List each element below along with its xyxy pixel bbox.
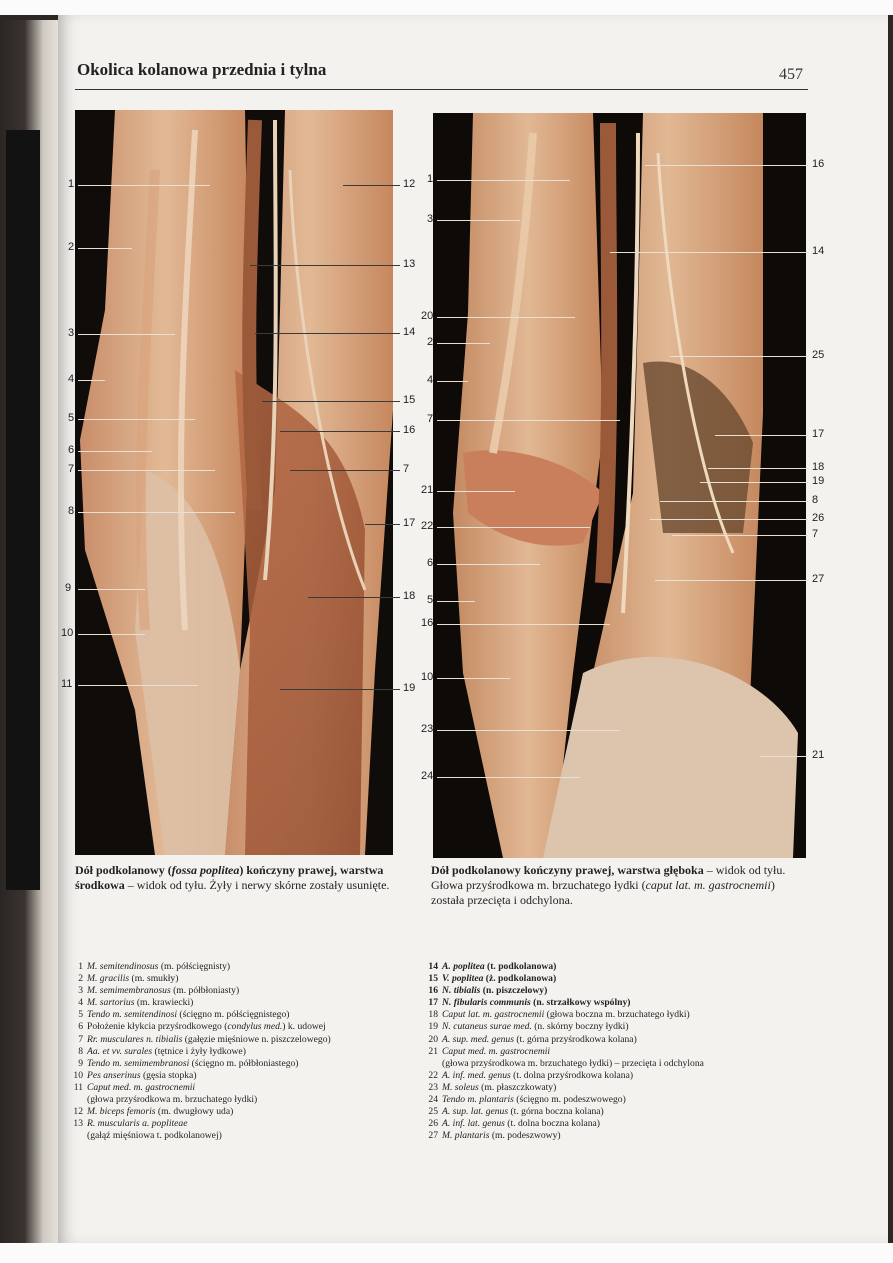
caption-right-bold: Dół podkolanowy kończyny prawej, warstwa głęboka — [431, 863, 704, 877]
legend-item-latin: Caput lat. m. gastrocnemii — [442, 1009, 545, 1021]
legend-item-number: 7 — [78, 1033, 83, 1045]
legend-item-polish: (m. krawiecki) — [134, 997, 194, 1009]
figure-label-number: 4 — [427, 374, 434, 386]
legend-item-number: 3 — [78, 985, 83, 997]
figure-leader-line — [78, 685, 198, 686]
figure-leader-line — [437, 678, 510, 679]
legend-item-polish: (głowa przyśrodkowa m. brzuchatego łydki) — [87, 1094, 258, 1106]
figure-leader-line — [437, 730, 620, 731]
figure-leader-line — [437, 220, 520, 221]
legend-item-latin: M. sartorius — [87, 997, 135, 1009]
figure-leader-line — [672, 535, 808, 536]
caption-left-rest: – widok od tyłu. Żyły i nerwy skórne zostały usunięte. — [124, 878, 390, 892]
figure-leader-line — [437, 491, 515, 492]
legend-item-polish: (m. dwugłowy uda) — [155, 1106, 234, 1118]
legend-item — [426, 1009, 796, 1021]
book-spine — [0, 20, 62, 1245]
legend-item — [71, 1094, 401, 1106]
figure-label-number: 9 — [65, 582, 72, 594]
legend-item-number: 5 — [78, 1009, 83, 1021]
caption-left-bold-2: ) kończyny prawej, warstwa środkowa — [75, 863, 384, 892]
figure-label-number: 17 — [812, 428, 825, 440]
figure-leader-line — [670, 356, 808, 357]
legend-item-latin: Caput med. m. gastrocnemii — [87, 1081, 196, 1093]
figure-label-number: 22 — [421, 520, 434, 532]
legend-item — [426, 1046, 796, 1058]
legend-item — [71, 1106, 401, 1118]
legend-item-number: 23 — [428, 1081, 438, 1093]
figure-leader-line — [437, 601, 475, 602]
legend-item-number: 16 — [428, 985, 438, 997]
dissection-illustration-right — [433, 113, 806, 858]
figure-label-number: 25 — [812, 349, 825, 361]
legend-item-polish: (n. skórny boczny łydki) — [531, 1021, 629, 1033]
legend-item-polish: (t. dolna przyśrodkowa kolana) — [510, 1069, 634, 1081]
figure-leader-line — [280, 431, 400, 432]
legend-item-latin: A. inf. lat. genus — [442, 1118, 505, 1130]
figure-label-number: 16 — [403, 424, 416, 436]
caption-right-italic: caput lat. m. gastrocnemii — [645, 878, 771, 892]
legend-item — [426, 1106, 796, 1118]
figure-label-number: 5 — [427, 594, 434, 606]
legend-item — [426, 1130, 796, 1142]
figure-label-number: 13 — [403, 258, 416, 270]
legend-item-polish: (m. półścięgnisty) — [158, 961, 231, 972]
figure-label-number: 10 — [61, 627, 74, 639]
legend-item-polish: (t. górna boczna kolana) — [508, 1106, 604, 1118]
legend-item-polish: (m. płaszczkowaty) — [478, 1081, 557, 1093]
figure-label-number: 24 — [421, 770, 434, 782]
figure-label-number: 27 — [812, 573, 825, 585]
legend-item-latin: A. sup. med. genus — [442, 1033, 514, 1045]
figure-leader-line — [280, 689, 400, 690]
legend-item-number: 10 — [73, 1069, 83, 1081]
figure-leader-line — [437, 420, 620, 421]
legend-item-latin: N. tibialis — [442, 985, 481, 997]
legend-item-number: 20 — [428, 1033, 438, 1045]
legend-item-latin: A. poplitea — [442, 961, 485, 972]
legend-item-latin-inline: condylus med. — [227, 1021, 283, 1033]
figure-leader-line — [708, 468, 808, 469]
legend-item-polish: (m. półbłoniasty) — [170, 985, 240, 997]
legend-item-latin: Aa. et vv. surales — [87, 1045, 153, 1057]
legend-item-number: 12 — [73, 1106, 83, 1118]
legend-item-number: 25 — [428, 1106, 438, 1118]
legend-item-number: 26 — [428, 1118, 438, 1130]
figure-leader-line — [645, 165, 808, 166]
figure-leader-line — [78, 634, 145, 635]
figure-label-number: 20 — [421, 310, 434, 322]
figure-label-number: 10 — [421, 671, 434, 683]
legend-item-number: 24 — [428, 1094, 438, 1106]
figure-leader-line — [437, 180, 570, 181]
legend-item-latin: M. semitendinosus — [87, 961, 159, 972]
figure-label-number: 6 — [427, 557, 434, 569]
legend-item — [71, 985, 401, 997]
legend-item-polish: (gęsia stopka) — [140, 1069, 197, 1081]
figure-label-number: 14 — [812, 245, 825, 257]
figure-label-number: 15 — [403, 394, 416, 406]
legend-item — [71, 1070, 401, 1082]
legend-item-polish: (tętnice i żyły łydkowe) — [152, 1045, 246, 1057]
legend-item — [71, 997, 401, 1009]
legend-item-polish: (ż. podkolanowa) — [483, 973, 557, 985]
legend-item-number: 11 — [73, 1081, 83, 1093]
legend-item — [71, 1130, 401, 1142]
figure-label-number: 18 — [403, 590, 416, 602]
legend-item-latin: M. gracilis — [87, 973, 130, 985]
figure-leader-line — [78, 470, 215, 471]
legend-item — [71, 1082, 401, 1094]
caption-right-rest-1: – widok od tyłu. Głowa przyśrodkowa m. brzuchatego łydki ( — [431, 863, 786, 892]
dissection-illustration-left — [75, 110, 393, 855]
figure-leader-line — [655, 580, 808, 581]
legend-item — [71, 1034, 401, 1046]
figure-leader-line — [437, 777, 580, 778]
legend-item-polish: (głowa boczna m. brzuchatego łydki) — [544, 1009, 690, 1021]
legend-item-latin: M. biceps femoris — [87, 1106, 156, 1118]
legend-item-latin: Rr. musculares n. tibialis — [87, 1033, 183, 1045]
legend-item-latin: V. poplitea — [442, 973, 484, 985]
legend-item-polish-tail: ) k. udowej — [282, 1021, 326, 1033]
figure-leader-line — [365, 524, 400, 525]
figure-label-number: 23 — [421, 723, 434, 735]
legend-item-number: 22 — [428, 1069, 438, 1081]
legend-right-column — [426, 961, 796, 1142]
figure-label-number: 21 — [812, 749, 825, 761]
caption-left-italic: fossa poplitea — [171, 863, 240, 877]
figure-label-number: 3 — [427, 213, 434, 225]
legend-item — [426, 997, 796, 1009]
figure-label-number: 5 — [68, 412, 75, 424]
legend-item-polish: (t. podkolanowa) — [484, 961, 557, 972]
legend-item — [71, 1118, 401, 1130]
figure-leader-line — [250, 265, 400, 266]
legend-item-number: 2 — [78, 973, 83, 985]
legend-item-number: 14 — [428, 961, 438, 972]
figure-label-number: 7 — [427, 413, 434, 425]
figure-leader-line — [610, 252, 808, 253]
legend-item-polish: (m. smukły) — [129, 973, 179, 985]
legend-item — [71, 1046, 401, 1058]
page-number: 457 — [779, 66, 803, 83]
figure-label-number: 19 — [403, 682, 416, 694]
legend-item-number: 13 — [73, 1118, 83, 1130]
figure-leader-line — [437, 381, 468, 382]
figure-leader-line — [78, 248, 132, 249]
legend-item — [426, 1070, 796, 1082]
legend-item-polish: (ścięgno m. półbłoniastego) — [189, 1057, 299, 1069]
figure-leader-line — [715, 435, 808, 436]
figure-label-number: 2 — [68, 241, 75, 253]
figure-label-number: 16 — [812, 158, 825, 170]
photo-popliteal-fossa-middle-layer — [75, 110, 393, 855]
legend-item-polish: (gałąź mięśniowa t. podkolanowej) — [87, 1130, 222, 1142]
legend-item — [426, 1021, 796, 1033]
figure-label-number: 6 — [68, 444, 75, 456]
scan-top-margin — [0, 0, 893, 15]
legend-item-latin: M. plantaris — [442, 1130, 490, 1142]
figure-label-number: 16 — [421, 617, 434, 629]
legend-item-latin: R. muscularis a. popliteae — [87, 1118, 188, 1130]
figure-label-number: 7 — [812, 528, 819, 540]
legend-item — [426, 1118, 796, 1130]
figure-label-number: 7 — [403, 463, 410, 475]
legend-item-latin: A. inf. med. genus — [442, 1069, 511, 1081]
legend-item-latin: N. cutaneus surae med. — [442, 1021, 532, 1033]
figure-label-number: 3 — [68, 327, 75, 339]
caption-right — [431, 863, 791, 908]
figure-label-number: 7 — [68, 463, 75, 475]
legend-item-number: 19 — [428, 1021, 438, 1033]
legend-item-number: 15 — [428, 973, 438, 985]
legend-item-polish: (m. podeszwowy) — [489, 1130, 561, 1142]
figure-leader-line — [437, 624, 610, 625]
legend-item-latin: M. semimembranosus — [87, 985, 171, 997]
figure-leader-line — [78, 512, 235, 513]
legend-item — [71, 973, 401, 985]
figure-label-number: 12 — [403, 178, 416, 190]
scan-bottom-margin — [0, 1243, 893, 1263]
legend-item-polish: (n. piszczelowy) — [480, 985, 548, 997]
figure-label-number: 4 — [68, 373, 75, 385]
figure-leader-line — [650, 519, 808, 520]
figure-leader-line — [437, 564, 540, 565]
legend-item-latin: Pes anserinus — [87, 1069, 141, 1081]
legend-item — [426, 985, 796, 997]
figure-label-number: 8 — [68, 505, 75, 517]
legend-item — [426, 1094, 796, 1106]
legend-item-polish: (gałęzie mięśniowe n. piszczelowego) — [182, 1033, 331, 1045]
figure-leader-line — [343, 185, 400, 186]
caption-left — [75, 863, 395, 893]
legend-item-number: 18 — [428, 1009, 438, 1021]
legend-item-number: 4 — [78, 997, 83, 1009]
legend-item — [71, 1009, 401, 1021]
legend-item-polish: (ścięgno m. półścięgnistego) — [177, 1009, 290, 1021]
legend-item-number: 1 — [78, 961, 83, 972]
legend-item-polish: (t. dolna boczna kolana) — [504, 1118, 600, 1130]
legend-item-number: 8 — [78, 1045, 83, 1057]
figure-label-number: 17 — [403, 517, 416, 529]
legend-item-number: 9 — [78, 1057, 83, 1069]
legend-item-polish: (n. strzałkowy wspólny) — [530, 997, 631, 1009]
legend-item-polish: (t. górna przyśrodkowa kolana) — [513, 1033, 637, 1045]
figure-leader-line — [660, 501, 808, 502]
legend-item-latin: Tendo m. semitendinosi — [87, 1009, 177, 1021]
legend-item-latin: Caput med. m. gastrocnemii — [442, 1045, 551, 1057]
figure-leader-line — [308, 597, 400, 598]
legend-item-number: 6 — [78, 1021, 83, 1033]
legend-item-number: 21 — [428, 1045, 438, 1057]
figure-leader-line — [262, 401, 400, 402]
figure-leader-line — [437, 343, 490, 344]
legend-item-latin: A. sup. lat. genus — [442, 1106, 509, 1118]
legend-item-latin: Tendo m. plantaris — [442, 1094, 514, 1106]
legend-item — [71, 961, 401, 973]
legend-item-latin: N. fibularis communis — [442, 997, 531, 1009]
legend-item — [426, 973, 796, 985]
figure-label-number: 11 — [61, 678, 73, 690]
figure-leader-line — [78, 589, 145, 590]
legend-item-polish: Położenie kłykcia przyśrodkowego ( — [87, 1021, 228, 1033]
legend-left-column — [71, 961, 401, 1142]
figure-leader-line — [78, 451, 152, 452]
figure-label-number: 2 — [427, 336, 434, 348]
figure-label-number: 19 — [812, 475, 825, 487]
thumb-index-strip — [6, 130, 40, 890]
legend-item-polish: (głowa przyśrodkowa m. brzuchatego łydki) – przecięta i odchylona — [442, 1057, 704, 1069]
legend-item-number: 17 — [428, 997, 438, 1009]
legend-item-polish: (ścięgno m. podeszwowego) — [513, 1094, 626, 1106]
figure-leader-line — [437, 317, 575, 318]
figure-label-number: 21 — [421, 484, 434, 496]
figure-leader-line — [78, 419, 195, 420]
legend-item — [71, 1058, 401, 1070]
legend-item — [426, 961, 796, 973]
legend-item-number: 27 — [428, 1130, 438, 1142]
legend-item — [426, 1034, 796, 1046]
figure-label-number: 8 — [812, 494, 819, 506]
figure-label-number: 1 — [427, 173, 434, 185]
legend-item — [71, 1021, 401, 1033]
legend-item-latin: M. soleus — [442, 1081, 479, 1093]
legend-item — [426, 1082, 796, 1094]
header-rule — [75, 89, 808, 90]
figure-label-number: 14 — [403, 326, 416, 338]
figure-leader-line — [760, 756, 808, 757]
photo-popliteal-fossa-deep-layer — [433, 113, 806, 858]
caption-left-bold-1: Dół podkolanowy ( — [75, 863, 172, 877]
figure-leader-line — [437, 527, 590, 528]
figure-leader-line — [290, 470, 400, 471]
legend-item — [426, 1058, 796, 1070]
caption-right-rest-2: ) została przecięta i odchylona. — [431, 878, 775, 907]
page-title: Okolica kolanowa przednia i tylna — [77, 60, 327, 79]
figure-leader-line — [78, 380, 105, 381]
legend-item-latin: Tendo m. semimembranosi — [87, 1057, 190, 1069]
figure-leader-line — [255, 333, 400, 334]
figure-label-number: 1 — [68, 178, 75, 190]
figure-leader-line — [78, 334, 175, 335]
figure-leader-line — [78, 185, 210, 186]
figure-label-number: 18 — [812, 461, 825, 473]
figure-leader-line — [700, 482, 808, 483]
figure-label-number: 26 — [812, 512, 825, 524]
